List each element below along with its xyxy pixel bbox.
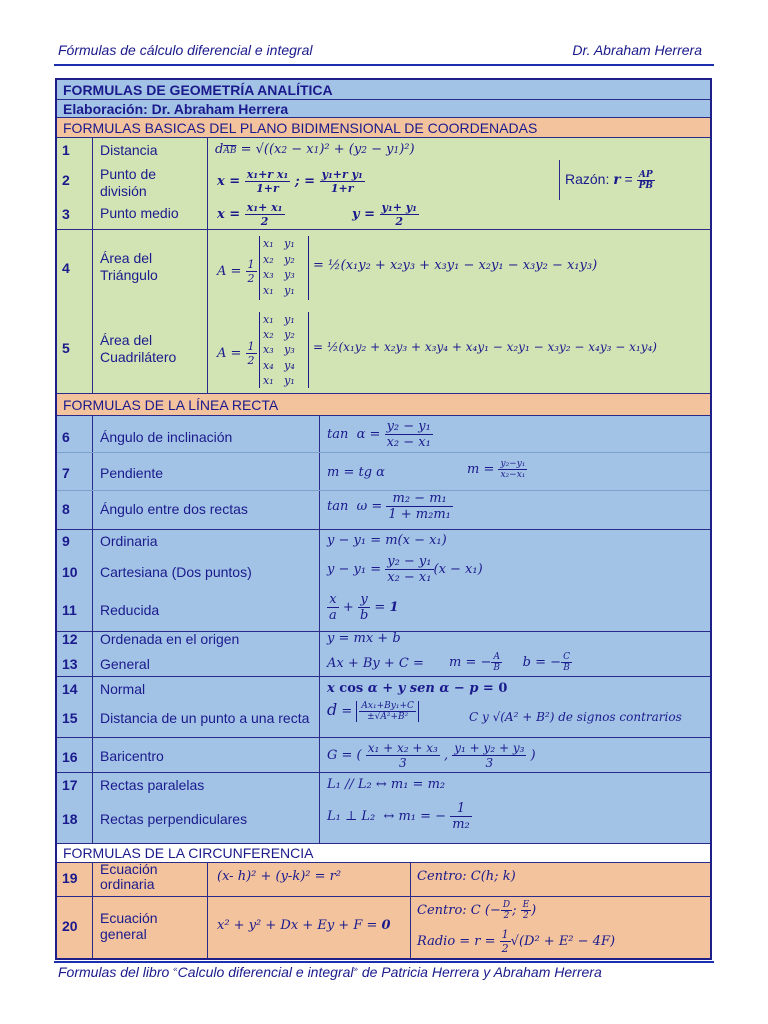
table-title-band xyxy=(57,80,710,100)
table-title: FORMULAS DE GEOMETRÍA ANALÍTICA xyxy=(63,81,333,98)
row-label: Área del Triángulo xyxy=(100,250,158,283)
row-label: Ecuación general xyxy=(100,910,158,942)
row-number: 5 xyxy=(62,340,70,356)
row-label: Ordinaria xyxy=(100,533,158,549)
formula: = ½(x₁y₂ + x₂y₃ + x₃y₄ + x₄y₁ − x₂y₁ − x₃y₂ − x₄y₃ − x₁y₄) xyxy=(313,340,657,354)
header-author: Dr. Abraham Herrera xyxy=(572,42,702,58)
footer-rule xyxy=(54,961,714,963)
page-footer: Formulas del libro «Calculo diferencial e integral» de Patricia Herrera y Abraham Herrera xyxy=(58,964,602,980)
section-plano-title: FORMULAS BASICAS DEL PLANO BIDIMENSIONAL DE COORDENADAS xyxy=(63,119,538,136)
row-number: 4 xyxy=(62,260,70,276)
row-label: General xyxy=(100,656,150,672)
section-plano-band xyxy=(57,118,710,138)
formula: $\frac{x}{a}$ + $\frac{y}{b}$ = 1 xyxy=(329,592,399,623)
book-title: Calculo diferencial e integral xyxy=(177,964,354,980)
row-label: Área del Cuadrilátero xyxy=(100,332,177,365)
row-number: 3 xyxy=(62,206,70,222)
row-number: 18 xyxy=(62,811,78,827)
row-number: 9 xyxy=(62,533,70,549)
formula: tan α = $\frac{\text{y₂ − y₁}}{\text{x₂ − x₁}}$ xyxy=(327,419,431,450)
page-header xyxy=(54,40,714,64)
elaboracion: Elaboración: Dr. Abraham Herrera xyxy=(63,100,289,117)
formula: x = $\frac{\text{x₁+r x₁}}{1+r}$ ; = $\frac{\text{y₁+r y₁}}{1+r}$ xyxy=(217,168,363,195)
header-rule xyxy=(54,64,714,66)
formula-2: m = − $\frac{A}{B}$ b = − $\frac{C}{B}$ xyxy=(449,652,570,673)
row-label: Distancia de un punto a una recta xyxy=(100,710,310,726)
section-recta-band xyxy=(57,394,710,416)
row-number: 6 xyxy=(62,429,70,445)
formula-2: Centro: C(h; k) xyxy=(417,869,516,884)
row-label: Ecuación ordinaria xyxy=(100,861,158,892)
formula-2: C y √(A² + B²) de signos contrarios xyxy=(469,710,682,724)
row-number: 19 xyxy=(62,870,78,886)
row-number: 12 xyxy=(62,631,78,647)
row-label: Reducida xyxy=(100,602,160,618)
elaboracion-band xyxy=(57,100,710,118)
formula: G = ( $\frac{\text{x₁ + x₂ + x₃}}{3}$ , $\frac{\text{y₁ + y₂ + y₃}}{3}$ ) xyxy=(327,741,536,770)
row-label: Punto de división xyxy=(100,166,157,199)
section-recta-title: FORMULAS DE LA LÍNEA RECTA xyxy=(63,396,279,413)
row-number: 16 xyxy=(62,749,78,765)
formula-2: y = $\frac{\text{y₁+ y₁}}{2}$ xyxy=(352,201,417,228)
formula: = ½(x₁y₂ + x₂y₃ + x₃y₁ − x₂y₁ − x₃y₂ − x₁y₃) xyxy=(313,258,598,273)
row-number: 20 xyxy=(62,918,78,934)
formula: Ax + By + C = xyxy=(327,656,424,671)
formula-table xyxy=(55,78,712,960)
razon-formula: Razón: r = $\frac{AP}{PB}$ xyxy=(565,170,653,191)
row-number: 8 xyxy=(62,501,70,517)
row-label: Baricentro xyxy=(100,748,164,764)
header-title: Fórmulas de cálculo diferencial e integral xyxy=(58,42,313,58)
section-circ-title: FORMULAS DE LA CIRCUNFERENCIA xyxy=(63,845,314,861)
row-label: Rectas paralelas xyxy=(100,777,205,793)
row-label: Punto medio xyxy=(100,205,179,221)
row-number: 2 xyxy=(62,172,70,188)
row-label: Ángulo de inclinación xyxy=(100,429,233,445)
formula-2: Centro: C (− $\frac{D}{2}$ ; $\frac{E}{2}$ ) xyxy=(417,900,537,921)
row-4: 4 Área del Triángulo A = $\frac{1}{2}$ x₁ y₁ x₂ y₂ x₃ y₃ x₁ y₁ = ½(x₁y₂ + x₂y₃ + x₃y₁ − x₂y₁ − x₃y₂ − x₁y₃) xyxy=(57,234,710,306)
row-number: 14 xyxy=(62,681,78,697)
row-label: Cartesiana (Dos puntos) xyxy=(100,564,252,580)
row-label: Pendiente xyxy=(100,465,164,481)
formula: y − y₁ = $\frac{\text{y₂ − y₁}}{\text{x₂ − x₁}}$ (x − x₁) xyxy=(327,554,483,585)
row-label: Rectas perpendiculares xyxy=(100,811,248,827)
formula: x = $\frac{\text{x₁+ x₁}}{2}$ xyxy=(217,201,283,228)
row-label: Distancia xyxy=(100,142,158,158)
row-number: 17 xyxy=(62,777,78,793)
formula: y − y₁ = m(x − x₁) xyxy=(327,533,447,548)
row-number: 10 xyxy=(62,564,78,580)
row-number: 1 xyxy=(62,142,70,158)
determinant-3: x₁ y₁ x₂ y₂ x₃ y₃ x₁ y₁ xyxy=(259,236,309,300)
row-label: Ordenada en el origen xyxy=(100,631,240,647)
determinant-4: x₁ y₁ x₂ y₂ x₃ y₃ x₄ y₄ x₁ y₁ xyxy=(259,312,309,388)
formula: (x- h)² + (y-k)² = r² xyxy=(217,869,342,884)
row-number: 15 xyxy=(62,710,78,726)
formula: x² + y² + Dx + Ey + F = 0 xyxy=(217,918,391,933)
formula: y = mx + b xyxy=(327,631,401,646)
row-label: Normal xyxy=(100,681,146,697)
row-label: Ángulo entre dos rectas xyxy=(100,501,248,517)
formula: tan ω = $\frac{\text{m₂ − m₁}}{\text{1 + m₂m₁}}$ xyxy=(327,491,451,522)
formula: $d\overline{AB} = √((x2 - x1)^2 + (y2 - y1)^2)$ xyxy=(215,142,415,157)
formula: d = $\frac{\text{Ax₁+By₁+C}}{\text{±√A²+B²}}$ xyxy=(327,700,419,722)
formula-3: Radio = r = $\frac{1}{2}$ √(D² + E² − 4F) xyxy=(417,928,616,955)
row-number: 7 xyxy=(62,465,70,481)
row-number: 11 xyxy=(62,602,77,618)
formula: x cos α + y sen α − p = 0 xyxy=(327,681,508,696)
formula-2: m = $\frac{\text{y₂−y₁}}{\text{x₂−x₁}}$ xyxy=(467,459,526,480)
formula: L₁ // L₂ ↔ m₁ = m₂ xyxy=(327,777,446,792)
formula: m = tg α xyxy=(327,465,385,480)
formula: L₁ ⊥ L₂ ↔ m₁ = − $\frac{1}{\text{m₂}}$ xyxy=(327,801,470,832)
row-5: 5 Área del Cuadrilátero A = $\frac{1}{2}$ x₁ y₁ x₂ y₂ x₃ y₃ x₄ y₄ x₁ y₁ = ½(x₁y₂ + x₂y₃ + x₃y₄ + x₄y₁ − x₂y₁ − x₃y₂ − x₄y₃ − x₁y₄) xyxy=(62,313,657,387)
row-number: 13 xyxy=(62,656,78,672)
